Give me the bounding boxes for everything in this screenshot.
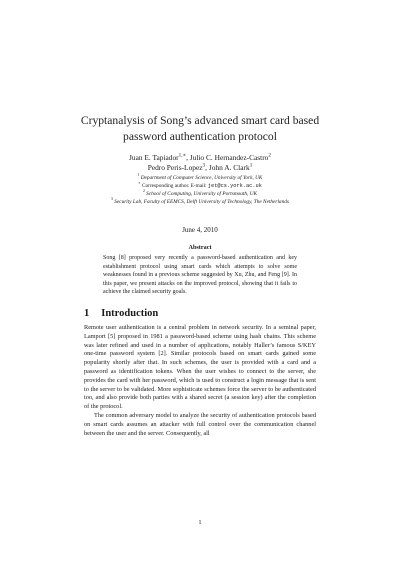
author-tapiador: Juan E. Tapiador xyxy=(129,153,179,162)
corresponding-author xyxy=(40,182,360,190)
section-heading xyxy=(84,308,158,319)
corresponding-label: Corresponding author. E-mail: xyxy=(141,183,207,189)
section-number: 1 xyxy=(84,308,90,319)
affiliations xyxy=(40,174,360,206)
authors-line-2 xyxy=(60,163,340,173)
affiliation-1-mark: 1 xyxy=(137,173,140,178)
affiliation-2-mark: 2 xyxy=(142,189,145,194)
body-text xyxy=(84,324,316,438)
paragraph-2: The common adversary model to analyze the security of authentication protocols based on smart cards assumes an attacker with full control over the communication channel between the user and the server. Consequently, all xyxy=(84,411,316,437)
section-title: Introduction xyxy=(101,308,159,319)
author-peris-mark: 3 xyxy=(202,162,206,169)
author-tapiador-mark: 1,∗ xyxy=(178,152,187,159)
page-number: 1 xyxy=(198,519,202,526)
author-hernandez: , Julio C. Hernandez-Castro xyxy=(186,153,269,162)
corresponding-mark: ∗ xyxy=(138,181,141,186)
affiliation-3-mark: 3 xyxy=(111,197,113,202)
author-hernandez-mark: 2 xyxy=(268,152,271,159)
affiliation-1 xyxy=(40,174,360,182)
corresponding-email: jet@cs.york.ac.uk xyxy=(207,183,262,189)
title-line-2: password authentication protocol xyxy=(123,130,277,143)
paragraph-1: Remote user authentication is a central problem in network security. In a seminal paper, Lamport [5] proposed in 1981 a password-based scheme using hash chains. This scheme was later refined and used in a number of applications, notably Haller’s famous S/KEY one-time password system [2]. Similar protocols based on smart cards gained some popularity shortly after that. In such schemes, the user is provided with a card and a password as identification tokens. When the user wishes to connect to the server, she provides the card with her password, which is used to construct a login message that is sent to the server to be validated. More sophisticate schemes force the server to be authenticated too, and also provide both parties with a shared secret (a session key) after the completion of the protocol. xyxy=(84,324,316,411)
authors-line-1 xyxy=(60,153,340,163)
abstract-heading: Abstract xyxy=(188,244,212,251)
author-clark-mark: 1 xyxy=(249,162,253,169)
author-list xyxy=(60,153,340,173)
author-peris: Pedro Peris-Lopez xyxy=(147,163,203,172)
author-clark: , John A. Clark xyxy=(205,163,250,172)
affiliation-3-text: Security Lab, Faculty of EEMCS, Delft University of Technology, The Netherlands xyxy=(114,199,289,205)
affiliation-3 xyxy=(40,198,360,206)
paper-title xyxy=(60,113,340,145)
title-line-1: Cryptanalysis of Song’s advanced smart card based xyxy=(80,114,320,127)
abstract-text: Song [8] proposed very recently a password-based authentication and key establishment protocol using smart cards which attempts to solve some weaknesses found in a previous scheme suggested by Xu, Zhu, and Feng [9]. In this paper, we present attacks on the improved protocol, showing that it fails to achieve the claimed security goals. xyxy=(103,255,297,295)
affiliation-2-text: School of Computing, University of Portsmouth, UK xyxy=(146,191,258,197)
affiliation-2 xyxy=(40,190,360,198)
paper-date: June 4, 2010 xyxy=(182,226,218,234)
affiliation-1-text: Department of Computer Science, University of York, UK xyxy=(140,175,263,181)
